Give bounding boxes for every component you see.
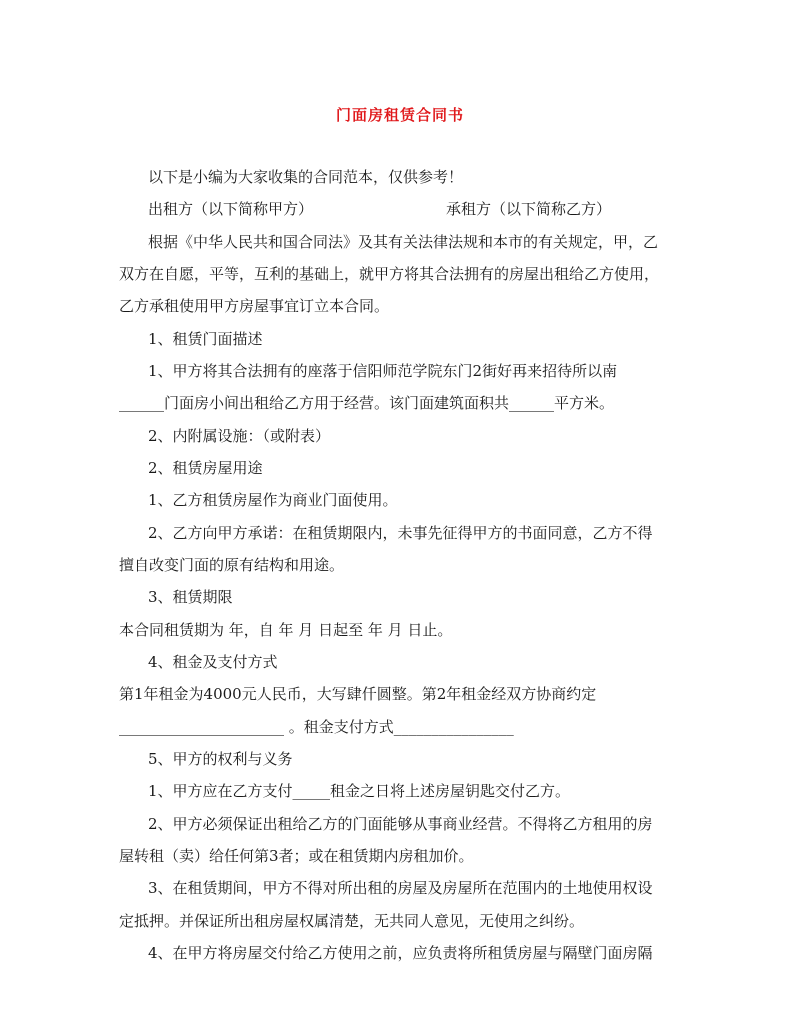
paragraph-line: ______门面房小间出租给乙方用于经营。该门面建筑面积共______平方米。: [119, 394, 615, 412]
intro-line: 以下是小编为大家收集的合同范本，仅供参考！: [148, 168, 464, 186]
paragraph-line: 2、乙方向甲方承诺：在租赁期限内，未事先征得甲方的书面同意，乙方不得: [148, 524, 653, 542]
paragraph-line: 擅自改变门面的原有结构和用途。: [119, 556, 345, 574]
paragraph-line: 根据《中华人民共和国合同法》及其有关法律法规和本市的有关规定，甲，乙: [148, 233, 659, 251]
paragraph-line: 3、在租赁期间，甲方不得对所出租的房屋及房屋所在范围内的土地使用权设: [148, 879, 653, 897]
paragraph-line: 4、在甲方将房屋交付给乙方使用之前，应负责将所租赁房屋与隔壁门面房隔: [148, 944, 653, 962]
paragraph-line: 2、甲方必须保证出租给乙方的门面能够从事商业经营。不得将乙方租用的房: [148, 815, 653, 833]
paragraph-line: 2、内附属设施：（或附表）: [148, 427, 331, 445]
section-heading: 1、租赁门面描述: [148, 330, 263, 348]
paragraph-line: 双方在自愿，平等，互利的基础上，就甲方将其合法拥有的房屋出租给乙方使用，: [119, 265, 660, 283]
section-heading: 3、租赁期限: [148, 588, 233, 606]
paragraph-line: ______________________ 。租金支付方式________________: [119, 718, 514, 736]
section-heading: 4、租金及支付方式: [148, 653, 278, 671]
section-heading: 5、甲方的权利与义务: [148, 750, 293, 768]
paragraph-line: 1、乙方租赁房屋作为商业门面使用。: [148, 491, 398, 509]
section-heading: 2、租赁房屋用途: [148, 459, 263, 477]
paragraph-line: 1、甲方将其合法拥有的座落于信阳师范学院东门2街好再来招待所以南: [148, 362, 618, 380]
lessor-label: 出租方（以下简称甲方）: [148, 200, 314, 218]
paragraph-line: 第1年租金为4000元人民币，大写肆仟圆整。第2年租金经双方协商约定: [119, 685, 597, 703]
paragraph-line: 定抵押。并保证所出租房屋权属清楚，无共同人意见，无使用之纠纷。: [119, 912, 585, 930]
paragraph-line: 1、甲方应在乙方支付_____租金之日将上述房屋钥匙交付乙方。: [148, 782, 571, 800]
paragraph-line: 乙方承租使用甲方房屋事宜订立本合同。: [119, 297, 390, 315]
paragraph-line: 本合同租赁期为 年，自 年 月 日起至 年 月 日止。: [119, 621, 453, 639]
document-title: 门面房租赁合同书: [335, 106, 464, 124]
paragraph-line: 屋转租（卖）给任何第3者；或在租赁期内房租加价。: [119, 847, 474, 865]
lessee-label: 承租方（以下简称乙方）: [446, 200, 612, 218]
